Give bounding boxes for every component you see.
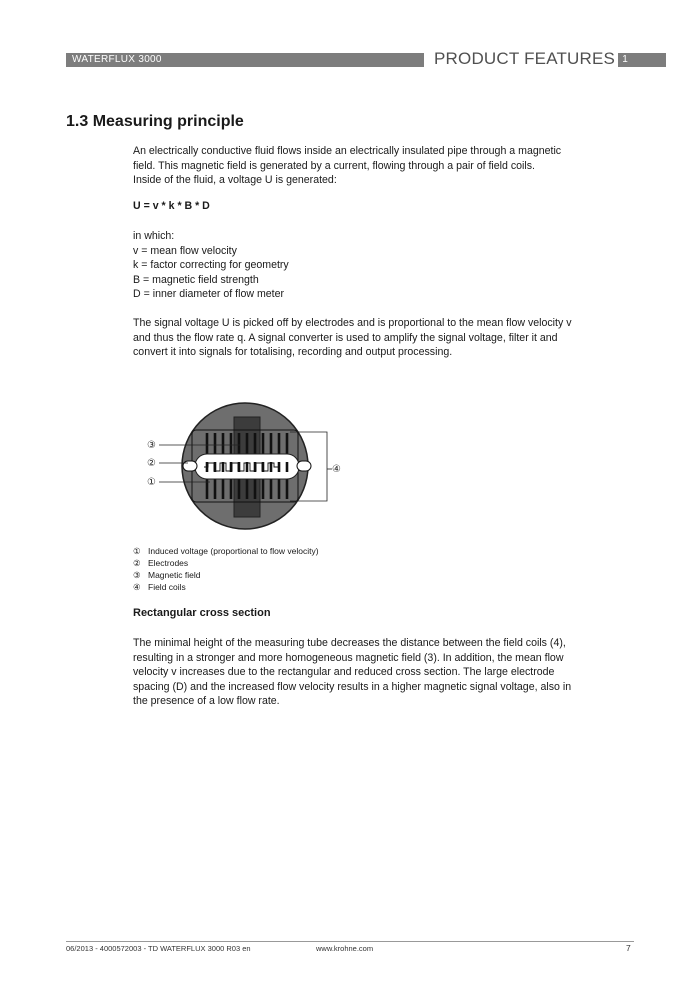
rect-line: resulting in a stronger and more homogeneous magnetic field (3). In addition, the mean flow <box>133 651 564 664</box>
signal-line: convert it into signals for totalising, recording and output processing. <box>133 346 453 358</box>
definition-line: v = mean flow velocity <box>133 244 237 257</box>
legend-text: Electrodes <box>148 558 189 568</box>
callout-field-coils: ④ <box>332 464 341 475</box>
footer-rule <box>66 941 634 942</box>
definition-line: B = magnetic field strength <box>133 273 259 286</box>
header-chapter-number: 1 <box>618 53 632 67</box>
legend-text: Field coils <box>148 582 186 592</box>
legend-item <box>133 569 319 581</box>
legend-item <box>133 581 319 593</box>
legend-number: ④ <box>133 582 141 592</box>
legend-text: Induced voltage (proportional to flow velocity) <box>148 546 319 556</box>
rect-line: spacing (D) and the increased flow velocity results in a higher magnetic signal voltage, also in <box>133 680 572 693</box>
rect-line: velocity v increases due to the rectangular and reduced cross section. The large electrode <box>133 666 555 678</box>
diagram-legend <box>133 545 319 593</box>
definition-line: D = inner diameter of flow meter <box>133 288 285 300</box>
section-title: 1.3 Measuring principle <box>66 113 244 130</box>
intro-line: field. This magnetic field is generated by a current, flowing through a pair of field coils. <box>133 159 535 172</box>
legend-item <box>133 545 319 557</box>
callout-electrodes: ② <box>147 458 156 469</box>
footer-website: www.krohne.com <box>316 944 374 953</box>
callout-magnetic-field: ③ <box>147 440 156 451</box>
legend-number: ② <box>133 558 141 568</box>
intro-line: Inside of the fluid, a voltage U is generated: <box>133 174 337 186</box>
subheading: Rectangular cross section <box>133 607 271 619</box>
rect-line: the presence of a low flow rate. <box>133 695 280 707</box>
intro-paragraph <box>133 144 623 188</box>
legend-text: Magnetic field <box>148 570 201 580</box>
signal-paragraph <box>133 316 623 360</box>
definitions <box>133 229 623 302</box>
callout-induced-voltage: ① <box>147 477 156 488</box>
rect-line: The minimal height of the measuring tube decreases the distance between the field coils (4), <box>133 637 566 649</box>
legend-number: ③ <box>133 570 141 580</box>
intro-line: An electrically conductive fluid flows inside an electrically insulated pipe through a magnetic <box>133 145 562 157</box>
legend-item <box>133 557 319 569</box>
rect-paragraph <box>133 636 623 709</box>
header-section: PRODUCT FEATURES <box>434 49 616 68</box>
signal-line: and thus the flow rate q. A signal converter is used to amplify the signal voltage, filter it and <box>133 331 558 344</box>
signal-line: The signal voltage U is picked off by electrodes and is proportional to the mean flow velocity v <box>133 317 572 329</box>
footer-document-id: 06/2013 - 4000572003 - TD WATERFLUX 3000 R03 en <box>66 944 251 953</box>
legend-number: ① <box>133 546 141 556</box>
footer-page-number: 7 <box>626 943 631 953</box>
definition-line: k = factor correcting for geometry <box>133 259 289 271</box>
header-product: WATERFLUX 3000 <box>72 54 162 65</box>
definition-line: in which: <box>133 230 175 242</box>
electrode-left <box>183 461 197 471</box>
electrode-right <box>297 461 311 471</box>
measuring-principle-diagram <box>140 400 360 545</box>
formula: U = v * k * B * D <box>133 200 210 212</box>
